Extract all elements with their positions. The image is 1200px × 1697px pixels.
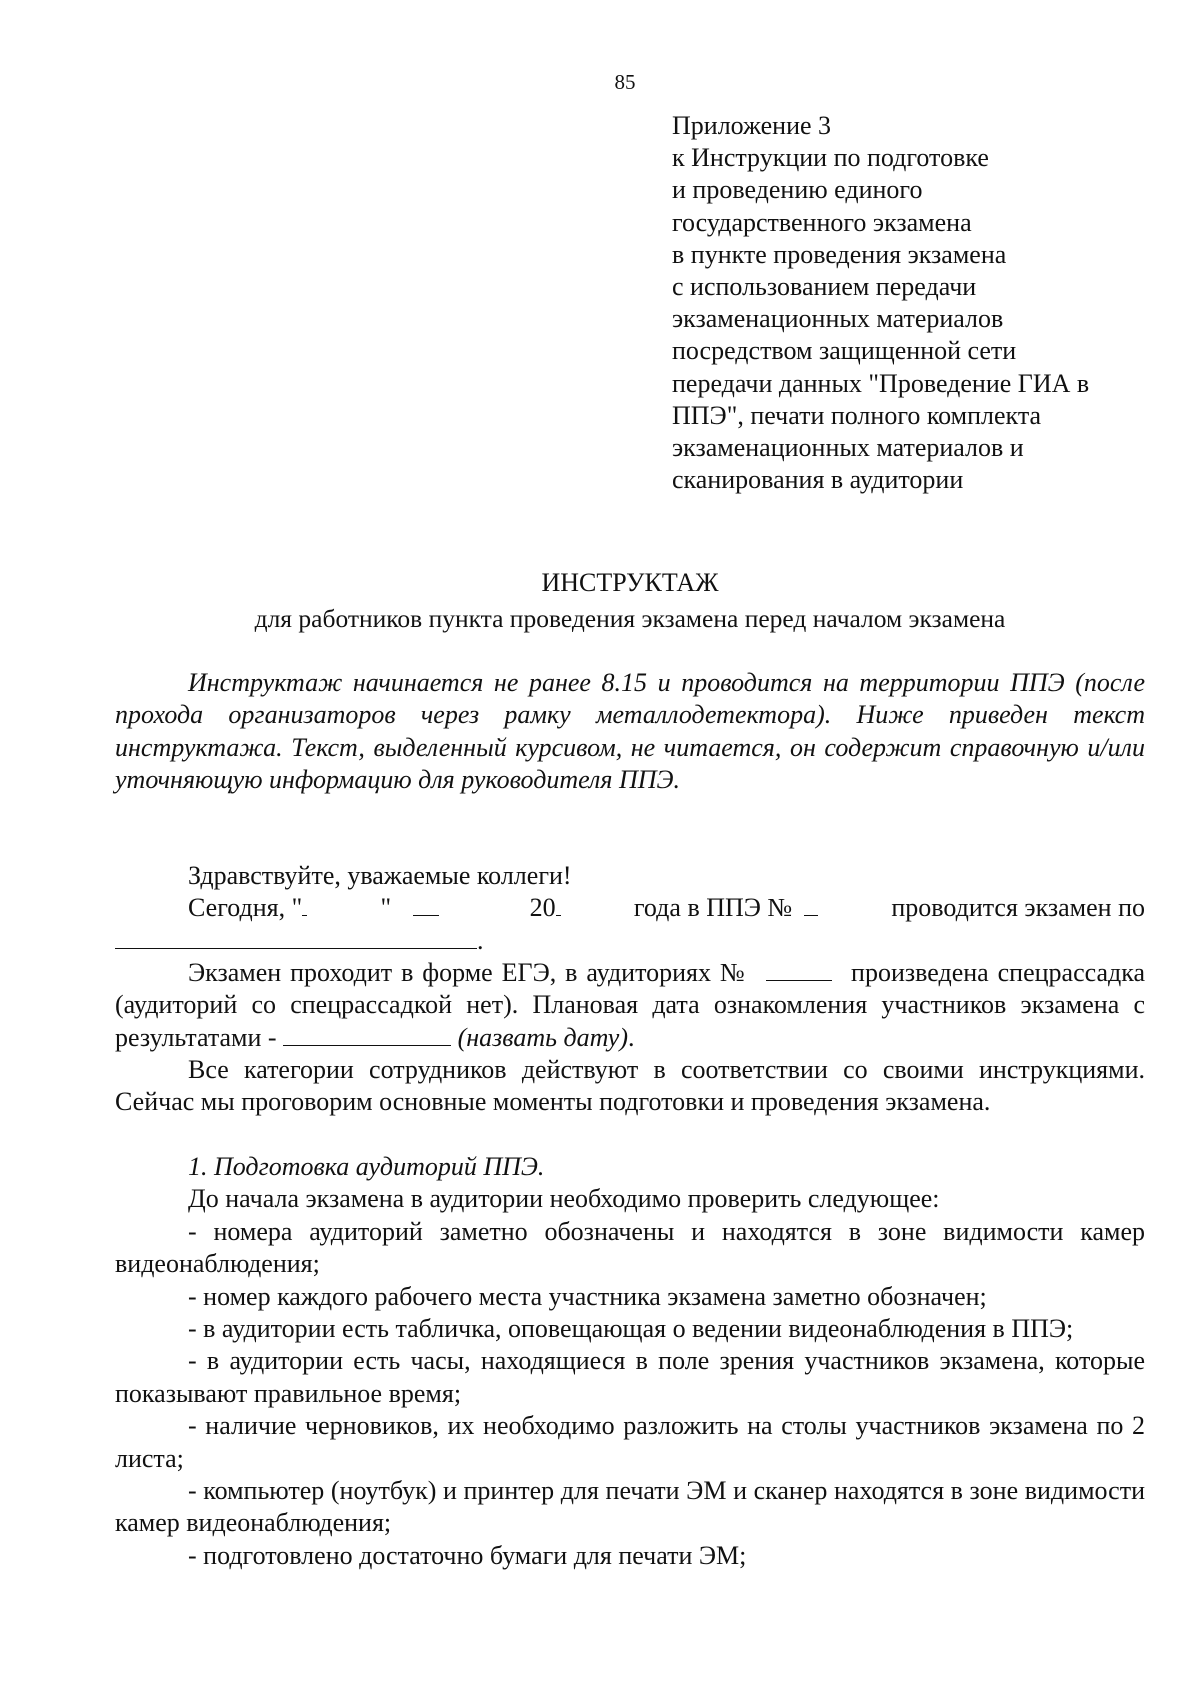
checklist-item: - компьютер (ноутбук) и принтер для печати ЭМ и сканер находятся в зоне видимости камер видеонаблюдения; [115, 1476, 1145, 1538]
appendix-line: передачи данных "Проведение ГИА в [672, 368, 1090, 398]
appendix-line: ППЭ", печати полного комплекта [672, 400, 1042, 430]
exam-form-part2: произведена спецрассадка (аудиторий со спецрассадкой нет). Плановая дата ознакомления участников экзамена с результатами - [115, 958, 1146, 1052]
categories-text: Все категории сотрудников действуют в соответствии со своими инструкциями. Сейчас мы проговорим основные моменты подготовки и проведения экзамена. [115, 1055, 1145, 1117]
exam-form-italic: (назвать дату) [457, 1022, 628, 1052]
check-intro: До начала экзамена в аудитории необходимо проверить следующее: [188, 1184, 940, 1214]
checklist-item: - в аудитории есть часы, находящиеся в поле зрения участников экзамена, которые показывают правильное время; [115, 1346, 1145, 1408]
today-quote-close: " [380, 893, 392, 923]
exam-form-text [115, 957, 1145, 1054]
appendix-line: с использованием передачи [672, 272, 977, 302]
appendix-line: посредством защищенной сети [672, 336, 1017, 366]
appendix-line: экзаменационных материалов и [672, 433, 1024, 463]
checklist-item: - в аудитории есть табличка, оповещающая о ведении видеонаблюдения в ППЭ; [188, 1314, 1074, 1344]
exam-form-part1: Экзамен проходит в форме ЕГЭ, в аудиториях № [188, 958, 748, 987]
checklist-item: - подготовлено достаточно бумаги для печати ЭМ; [188, 1540, 747, 1570]
intro-paragraph [115, 667, 1145, 797]
greeting-text: Здравствуйте, уважаемые коллеги! [188, 861, 572, 890]
categories-paragraph [115, 1054, 1145, 1119]
month-blank [413, 893, 439, 916]
year-prefix: 20 [529, 893, 556, 923]
subject-blank [115, 926, 477, 949]
checklist-item: - наличие черновиков, их необходимо разложить на столы участников экзамена по 2 листа; [115, 1411, 1145, 1473]
section-block [115, 1151, 1145, 1572]
appendix-line: Приложение 3 [672, 111, 832, 140]
today-line [115, 892, 1145, 924]
document-subtitle: для работников пункта проведения экзамена перед началом экзамена [254, 604, 1006, 633]
appendix-line: и проведению единого [672, 175, 923, 205]
exam-form-paragraph [115, 957, 1145, 1054]
section-heading: 1. Подготовка аудиторий ППЭ. [188, 1152, 545, 1181]
year-suffix: года в ППЭ № [633, 893, 793, 923]
appendix-line: в пункте проведения экзамена [672, 239, 1007, 269]
subject-line [115, 925, 1145, 957]
auditorium-blank [766, 958, 832, 981]
document-title: ИНСТРУКТАЖ [541, 568, 719, 597]
intro-italic-text: Инструктаж начинается не ранее 8.15 и проводится на территории ППЭ (после прохода организаторов через рамку металлодетектора). Ниже приведен текст инструктажа. Текст, выделенный курсивом, не читается, он содержит справочную и/или уточняющую информацию для руководителя ППЭ. [115, 668, 1145, 795]
exam-form-end: . [627, 1022, 635, 1052]
subject-end: . [477, 925, 484, 955]
page-number: 85 [614, 70, 636, 94]
appendix-line: экзаменационных материалов [672, 304, 1004, 334]
greeting-block [115, 860, 1145, 957]
date-blank [283, 1023, 451, 1046]
today-prefix: Сегодня, " [188, 893, 303, 923]
checklist-item: - номер каждого рабочего места участника экзамена заметно обозначен; [188, 1281, 987, 1311]
appendix-line: к Инструкции по подготовке [672, 143, 989, 173]
checklist-item: - номера аудиторий заметно обозначены и находятся в зоне видимости камер видеонаблюдения; [115, 1216, 1145, 1279]
appendix-header [672, 110, 1172, 496]
today-suffix: проводится экзамен по [891, 893, 1145, 923]
ppe-number-blank [804, 893, 818, 916]
appendix-line: сканирования в аудитории [672, 465, 964, 495]
appendix-line: государственного экзамена [672, 207, 972, 237]
